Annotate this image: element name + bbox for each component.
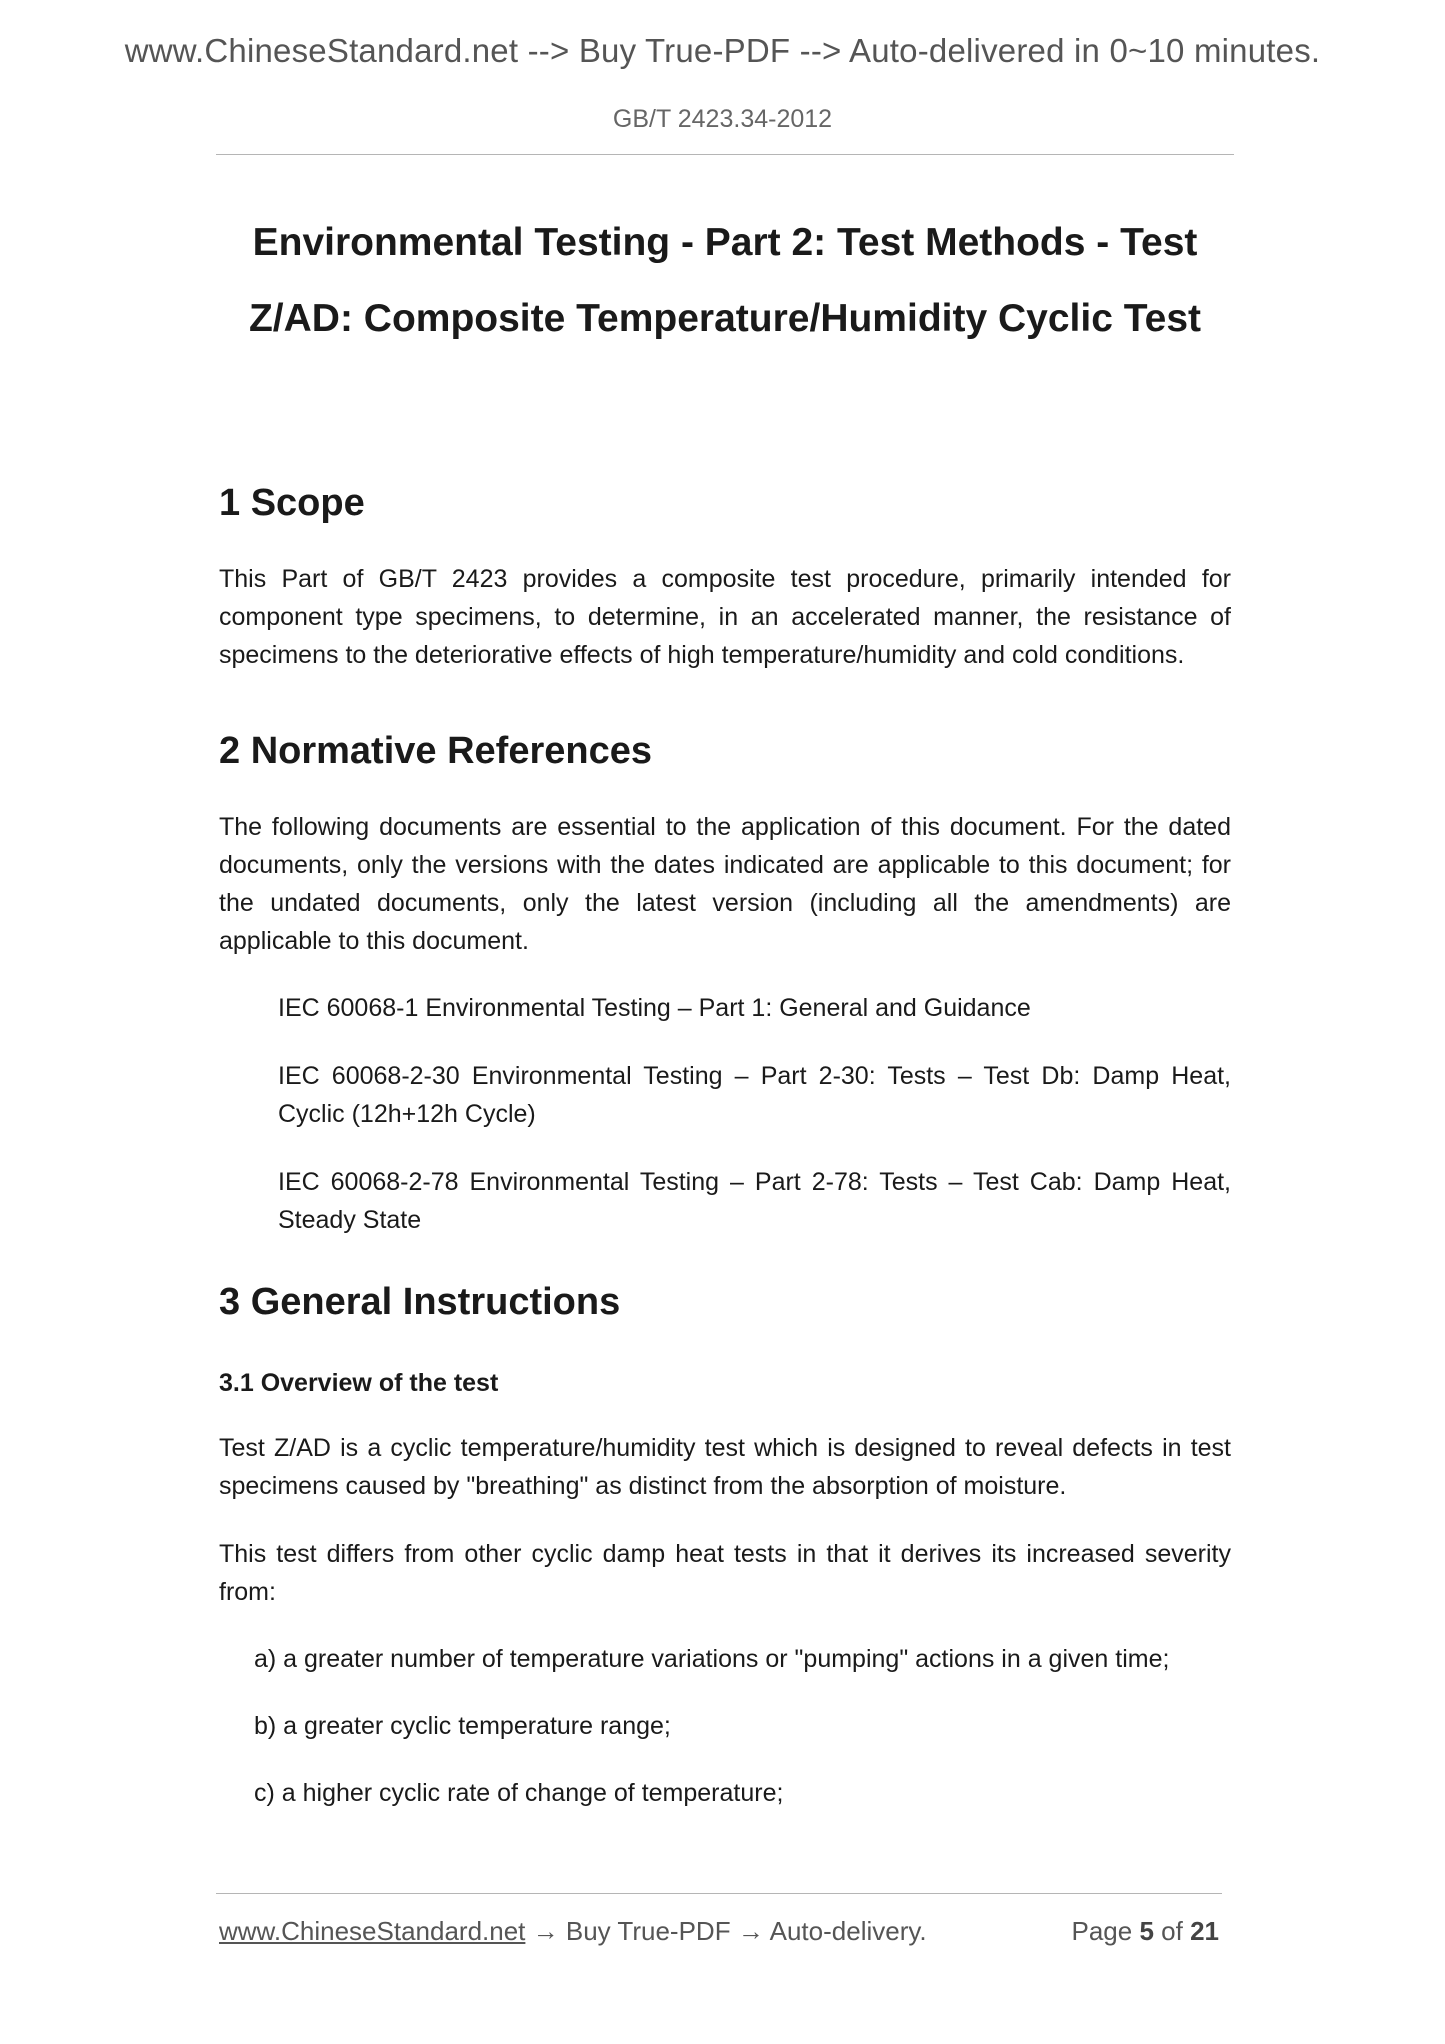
- subsection-heading-overview: 3.1 Overview of the test: [219, 1369, 499, 1397]
- section-heading-normative-references: 2 Normative References: [219, 730, 652, 772]
- page-label: Page: [1071, 1916, 1133, 1946]
- list-item: c) a higher cyclic rate of change of temperature;: [254, 1779, 784, 1807]
- footer-buy-text: Buy True-PDF: [565, 1916, 731, 1946]
- section-heading-general-instructions: 3 General Instructions: [219, 1281, 621, 1323]
- title-line-1: Environmental Testing - Part 2: Test Methods - Test: [252, 221, 1198, 264]
- page-indicator: [1071, 1916, 1219, 1947]
- page-footer: [219, 1916, 1219, 1947]
- scope-paragraph: This Part of GB/T 2423 provides a composite test procedure, primarily intended for component type specimens, to determine, in an accelerated manner, the resistance of specimens to the deteriorative effects of high temperature/humidity and cold conditions.: [219, 565, 1231, 669]
- section-heading-scope: 1 Scope: [219, 482, 365, 524]
- total-pages: 21: [1190, 1916, 1219, 1946]
- header-divider: [216, 154, 1234, 155]
- footer-delivery-text: Auto-delivery.: [769, 1916, 927, 1946]
- arrow-right-icon: →: [532, 1916, 559, 1946]
- page-number: 5: [1139, 1916, 1154, 1946]
- page-title: [216, 205, 1234, 357]
- overview-paragraph-2: This test differs from other cyclic damp heat tests in that it derives its increased severity from:: [219, 1540, 1231, 1606]
- arrow-right-icon: →: [737, 1916, 764, 1946]
- list-item: b) a greater cyclic temperature range;: [254, 1712, 671, 1740]
- normative-paragraph: The following documents are essential to the application of this document. For the dated documents, only the versions with the dates indicated are applicable to this document; for the undated documents, only the latest version (including all the amendments) are applicable to this document.: [219, 813, 1231, 955]
- reference-item: IEC 60068-2-78 Environmental Testing – Part 2-78: Tests – Test Cab: Damp Heat, Steady State: [278, 1168, 1231, 1234]
- overview-paragraph-1: Test Z/AD is a cyclic temperature/humidity test which is designed to reveal defects in test specimens caused by "breathing" as distinct from the absorption of moisture.: [219, 1434, 1231, 1500]
- reference-item: IEC 60068-2-30 Environmental Testing – Part 2-30: Tests – Test Db: Damp Heat, Cyclic (12h+12h Cycle): [278, 1062, 1231, 1128]
- site-banner: www.ChineseStandard.net --> Buy True-PDF --> Auto-delivered in 0~10 minutes.: [124, 32, 1321, 69]
- document-code: GB/T 2423.34-2012: [612, 105, 833, 133]
- document-body: [219, 480, 1231, 1812]
- title-line-2: Z/AD: Composite Temperature/Humidity Cyclic Test: [248, 297, 1202, 340]
- list-item: a) a greater number of temperature variations or "pumping" actions in a given time;: [254, 1645, 1170, 1673]
- footer-site-link[interactable]: www.ChineseStandard.net: [219, 1916, 526, 1946]
- of-label: of: [1161, 1916, 1183, 1946]
- footer-divider: [216, 1893, 1222, 1894]
- reference-item: IEC 60068-1 Environmental Testing – Part 1: General and Guidance: [278, 994, 1031, 1022]
